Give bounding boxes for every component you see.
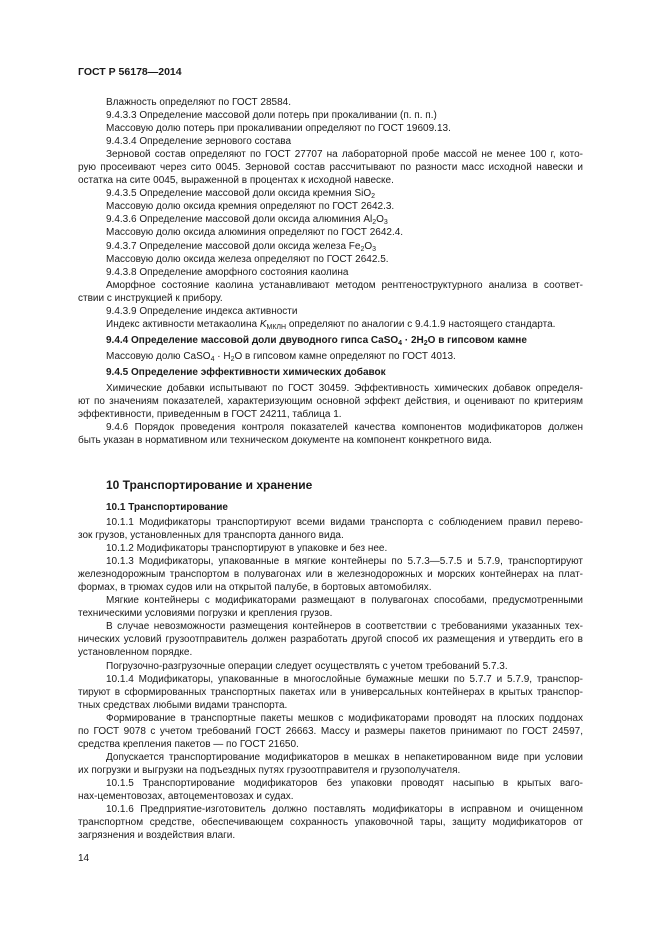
text-line: рую просеивают через сито 0045. Зерновой состав рассчитывают по разности масс исходной навески и <box>78 162 583 174</box>
text-line: 10.1.1 Модификаторы транспортируют всеми видами транспорта с соблюдением правил перево- <box>106 517 583 528</box>
text-line: Погрузочно-разгрузочные операции следует осуществлять с учетом требований 5.7.3. <box>106 660 508 672</box>
text-line: ствии с инструкцией к прибору. <box>78 292 223 304</box>
text-line: Массовую долю оксида алюминия определяют по ГОСТ 2642.4. <box>106 227 404 239</box>
text-line: средства крепления пакетов — по ГОСТ 21650. <box>78 738 299 750</box>
text-line: остатка на сите 0045, выраженной в процентах к исходной навеске. <box>78 175 394 187</box>
text-line: ют по значениям показателей, характеризующим основной эффект действия, и оценивают по критериям <box>78 396 583 408</box>
text-line: транспортном средстве, обеспечивающем сохранность упаковочной тары, защиту модификаторов от <box>78 817 583 829</box>
text-line: Мягкие контейнеры с модификаторами размещают в полувагонах способами, предусмотренными <box>106 595 583 607</box>
text-line: Химические добавки испытывают по ГОСТ 30459. Эффективность химических добавок определя- <box>106 382 583 394</box>
clause-heading: 9.4.3.7 Определение массовой доли оксида железа $Fe_2O_3$ <box>106 240 377 253</box>
clause-heading: 9.4.3.6 Определение массовой доли оксида алюминия $Al_2O_3$ <box>106 214 388 227</box>
text-line: установленном порядке. <box>78 647 193 659</box>
clause-heading: 9.4.4 Определение массовой доли двуводного гипса CaSO$_4$ · $2H_2O$ в гипсовом камне <box>106 334 527 347</box>
text-line: тируют в сформированных транспортных пакетах или в универсальных контейнерах в крытых транспор- <box>78 686 583 698</box>
text-line: Влажность определяют по ГОСТ 28584. <box>106 97 291 108</box>
clause-heading: 9.4.3.4 Определение зернового состава <box>106 136 292 148</box>
text-line: Массовую долю оксида кремния определяют по ГОСТ 2642.3. <box>106 201 395 213</box>
clause-heading: 9.4.3.9 Определение индекса активности <box>106 305 298 317</box>
text-line: эффективности, приведенным в ГОСТ 24211, таблица 1. <box>78 409 342 421</box>
text-line: зок грузов, установленных для транспорта данного вида. <box>78 530 344 542</box>
text-line: железнодорожным транспортом в полувагонах или в железнодорожных и морских контейнерах на плат- <box>78 569 583 581</box>
text-line: Аморфное состояние каолина устанавливают методом рентгеноструктурного анализа в соответ- <box>106 279 583 291</box>
text-line: Массовую долю потерь при прокаливании определяют по ГОСТ 19609.13. <box>106 123 451 135</box>
text-line: Массовую долю CaSO$_4$ · $H_2O$ в гипсовом камне определяют по ГОСТ 4013. <box>106 350 456 363</box>
section-10-title: 10 Транспортирование и хранение <box>106 478 313 492</box>
text-line: нах-цементовозах, автоцементовозах и судах. <box>78 790 294 802</box>
text-line: Индекс активности метакаолина $K_{МКЛН}$ определяют по аналогии с 9.4.1.9 настоящего стандарта. <box>106 318 556 331</box>
clause-heading: 9.4.5 Определение эффективности химических добавок <box>106 366 386 378</box>
clause-heading: 9.4.3.8 Определение аморфного состояния каолина <box>106 266 349 278</box>
clause-heading: 9.4.3.3 Определение массовой доли потерь при прокаливании (п. п. п.) <box>106 110 437 122</box>
subsection-10-1-title: 10.1 Транспортирование <box>106 502 228 513</box>
text-line: Зерновой состав определяют по ГОСТ 27707 на лабораторной пробе массой не менее 100 г, кото- <box>106 149 583 161</box>
text-line: их погрузки и выгрузки на подъездных путях грузоотправителя и грузополучателя. <box>78 764 461 776</box>
document-header: ГОСТ Р 56178—2014 <box>78 66 182 78</box>
text-line: Допускается транспортирование модификаторов в мешках в непакетированном виде при условии <box>106 751 583 763</box>
text-line: по ГОСТ 9078 с учетом требований ГОСТ 26663. Массу и размеры пакетов принимают по ГОСТ 24597, <box>78 725 583 737</box>
page-number: 14 <box>78 853 90 864</box>
text-line: Формирование в транспортные пакеты мешков с модификаторами проводят на плоских поддонах <box>106 712 583 724</box>
text-line: 10.1.3 Модификаторы, упакованные в мягкие контейнеры по 5.7.3—5.7.5 и 5.7.9, транспортируют <box>106 556 583 568</box>
text-line: Массовую долю оксида железа определяют по ГОСТ 2642.5. <box>106 253 389 265</box>
text-line: 10.1.2 Модификаторы транспортируют в упаковке и без нее. <box>106 543 388 555</box>
text-line: 10.1.6 Предприятие-изготовитель должно поставлять модификаторы в исправном и очищенном <box>106 804 583 816</box>
text-line: загрязнения и воздействия влаги. <box>78 830 236 842</box>
text-line: тных средствах любыми видами транспорта. <box>78 699 288 711</box>
section-10-1-text <box>78 516 583 842</box>
text-line: 10.1.4 Модификаторы, упакованные в многослойные бумажные мешки по 5.7.7 и 5.7.9, транспор- <box>106 673 583 685</box>
text-line: нических условий грузоотправитель должен разработать другой способ их размещения и утвердить его в <box>78 634 583 646</box>
text-line: быть указан в нормативном или техническом документе на компонент конкретного вида. <box>78 435 492 447</box>
text-line: В случае невозможности размещения контейнеров в соответствии с требованиями указанных тех- <box>106 621 583 633</box>
text-line: 9.4.6 Порядок проведения контроля показателей качества компонентов модификаторов должен <box>106 422 583 434</box>
clause-heading: 9.4.3.5 Определение массовой доли оксида кремния SiO$_2$ <box>106 188 376 201</box>
text-line: 10.1.5 Транспортирование модификаторов без упаковки проводят насыпью в крытых ваго- <box>106 777 583 789</box>
text-line: формах, в трюмах судов или на открытой палубе, в бортовых автомобилях. <box>78 582 432 594</box>
section-9-4-text <box>78 96 583 447</box>
text-line: техническими условиями погрузки и крепления грузов. <box>78 608 333 620</box>
